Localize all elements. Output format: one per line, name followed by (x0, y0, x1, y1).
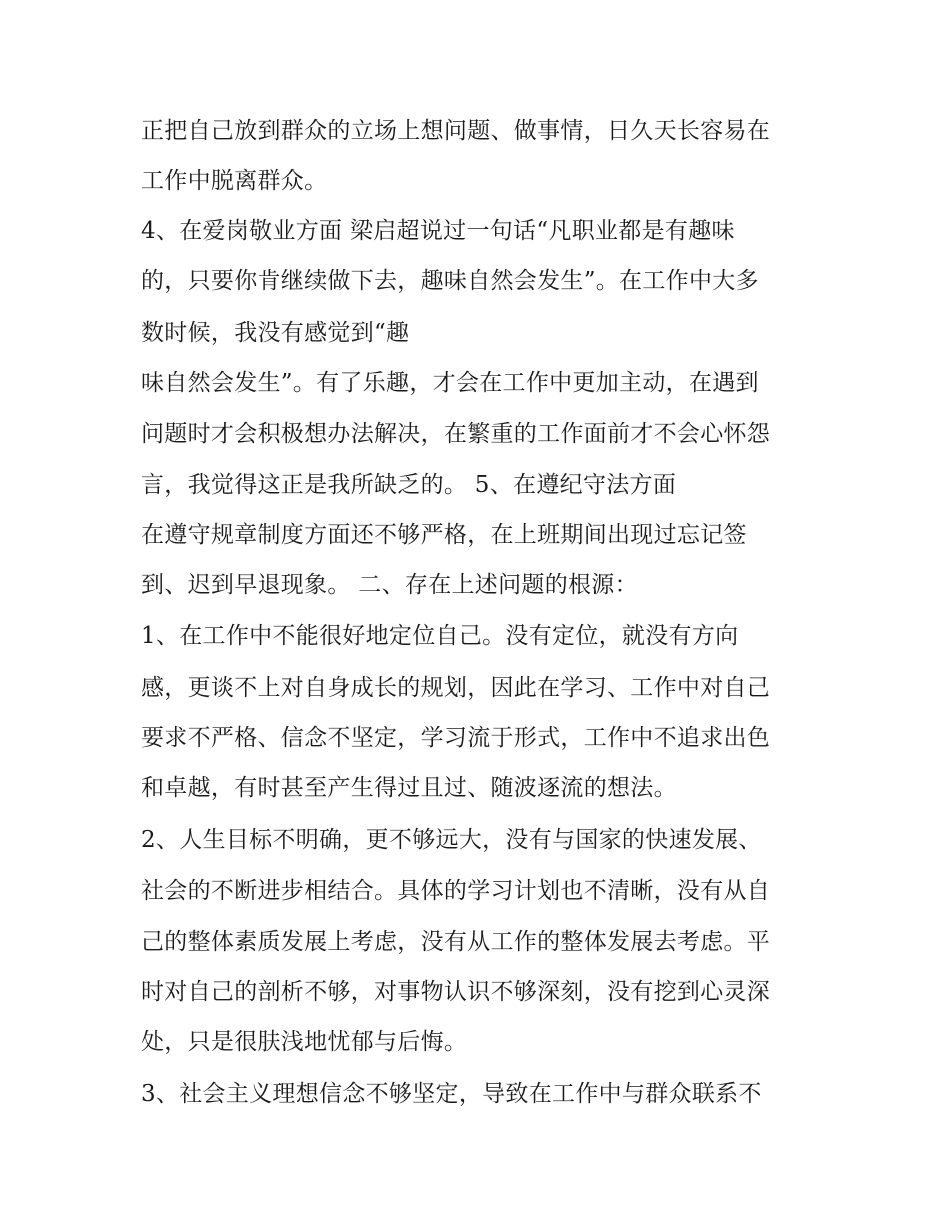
text-line-10: 到、迟到早退现象。 二、存在上述问题的根源： (141, 572, 638, 598)
text-line-8: 言，我觉得这正是我所缺乏的。 5、在遵纪守法方面 (141, 472, 677, 498)
text-line-20: 3、社会主义理想信念不够坚定，导致在工作中与群众联系不 (141, 1081, 762, 1107)
text-line-3: 4、在爱岗敬业方面 梁启超说过一句话“凡职业都是有趣味 (141, 218, 735, 244)
text-line-9: 在遵守规章制度方面还不够严格，在上班期间出现过忘记签 (141, 522, 747, 548)
text-line-18: 时对自己的剖析不够，对事物认识不够深刻，没有挖到心灵深 (141, 979, 771, 1005)
text-line-16: 社会的不断进步相结合。具体的学习计划也不清晰，没有从自 (141, 878, 771, 904)
text-line-1: 正把自己放到群众的立场上想问题、做事情，日久天长容易在 (141, 118, 771, 144)
text-line-5: 数时候，我没有感觉到“趣 (141, 320, 410, 346)
text-line-4: 的，只要你肯继续做下去，趣味自然会发生”。在工作中大多 (141, 268, 759, 294)
text-line-2: 工作中脱离群众。 (141, 168, 328, 194)
text-line-13: 要求不严格、信念不坚定，学习流于形式，工作中不追求出色 (141, 725, 771, 751)
text-line-12: 感，更谈不上对自身成长的规划，因此在学习、工作中对自己 (141, 675, 771, 701)
text-line-11: 1、在工作中不能很好地定位自己。没有定位，就没有方向 (141, 623, 739, 649)
text-line-15: 2、人生目标不明确，更不够远大，没有与国家的快速发展、 (141, 827, 762, 853)
text-line-7: 问题时才会积极想办法解决，在繁重的工作面前才不会心怀怨 (141, 421, 771, 447)
text-line-14: 和卓越，有时甚至产生得过且过、随波逐流的想法。 (141, 775, 677, 801)
text-line-17: 己的整体素质发展上考虑，没有从工作的整体发展去考虑。平 (141, 929, 771, 955)
text-line-19: 处，只是很肤浅地忧郁与后悔。 (141, 1029, 468, 1055)
text-line-6: 味自然会发生”。有了乐趣，才会在工作中更加主动，在遇到 (141, 370, 759, 396)
